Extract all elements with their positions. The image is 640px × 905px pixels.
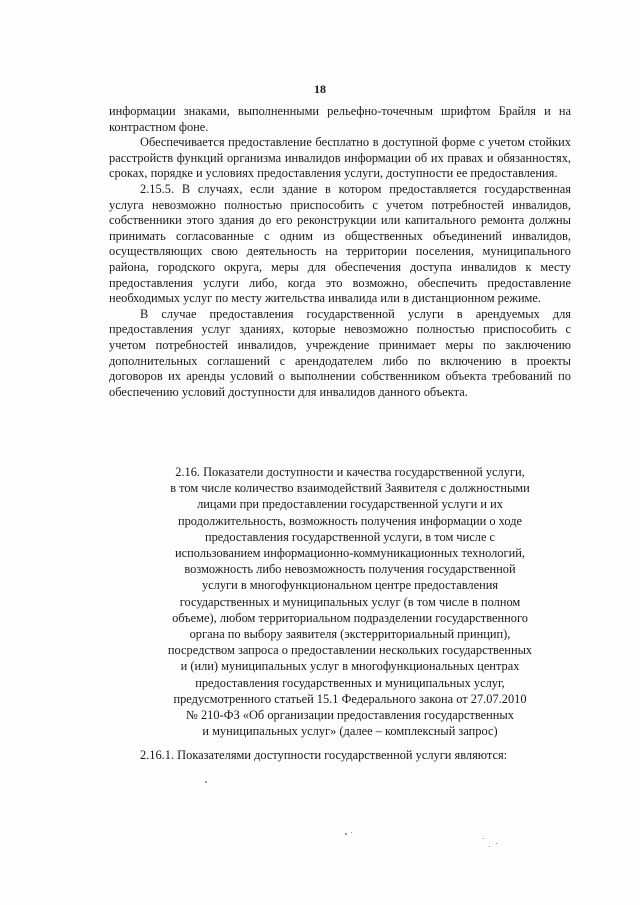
scan-speck [205, 781, 207, 783]
scan-speck [496, 843, 497, 844]
heading-line: государственных и муниципальных услуг (в том числе в полном [179, 594, 521, 609]
page-number: 18 [314, 82, 326, 96]
subitem-text: 2.16.1. Показателями доступности государственной услуги являются: [140, 748, 508, 762]
heading-line: возможность либо невозможность получения государственной [184, 562, 516, 577]
heading-line: в том числе количество взаимодействий Заявителя с должностными [170, 481, 530, 496]
document-body [109, 104, 571, 400]
heading-line: и (или) муниципальных услуг в многофункциональных центрах [180, 659, 520, 674]
heading-line: 2.16. Показатели доступности и качества государственной услуги, [175, 465, 525, 479]
heading-line: объеме), любом территориальном подразделении государственного [172, 610, 528, 625]
paragraph-2-15-5: 2.15.5. В случаях, если здание в котором предоставляется государственная услуга невозможно полностью приспособить с учетом потребностей инвалидов, собственники этого здания до его реконструкции или капитального ремонта должны принимать согласованные с одним из общественных объединений инвалидов, осуществляющих свою деятельность на территории поселения, муниципального района, городского округа, меры для обеспечения доступа инвалидов к месту предоставления услуги либо, когда это возможно, обеспечить предоставление необходимых услуг по месту жительства инвалида или в дистанционном режиме. [109, 181, 571, 306]
heading-line: использованием информационно-коммуникационных технологий, [175, 546, 525, 561]
scan-speck [483, 838, 484, 839]
heading-line: предоставления государственной услуги, в том числе с [204, 529, 496, 544]
heading-line: предоставления государственных и муниципальных услуг, [195, 675, 505, 690]
heading-line: органа по выбору заявителя (экстерриториальный принцип), [189, 627, 511, 642]
paragraph-free-information: Обеспечивается предоставление бесплатно в доступной форме с учетом стойких расстройств функций организма инвалидов информации об их правах и обязанностях, сроках, порядке и условиях предоставления услуги, доступности ее предоставления. [109, 135, 571, 181]
subitem-2-16-1 [140, 747, 580, 763]
heading-line: продолжительность, возможность получения информации о ходе [177, 513, 522, 528]
section-heading-2-16 [135, 464, 565, 739]
scan-speck [345, 833, 347, 835]
heading-line: № 210-ФЗ «Об организации предоставления государственных [186, 708, 514, 723]
scan-speck [351, 832, 352, 833]
heading-line: предусмотренного статьей 15.1 Федерального закона от 27.07.2010 [173, 691, 527, 706]
heading-line: лицами при предоставлении государственной услуги и их [197, 497, 503, 512]
heading-line: услуги в многофункциональном центре предоставления [201, 578, 499, 593]
paragraph-rented-buildings: В случае предоставления государственной услуги в арендуемых для предоставления услуг зданиях, которые невозможно полностью приспособить с учетом потребностей инвалидов, учреждение принимает меры по заключению дополнительных соглашений с арендодателем либо по включению в проекты договоров их аренды условий о выполнении собственником объекта требований по обеспечению условий доступности для инвалидов данного объекта. [109, 306, 571, 399]
scan-speck [489, 846, 490, 847]
heading-line: посредством запроса о предоставлении нескольких государственных [167, 643, 533, 658]
paragraph-braille-continuation: информации знаками, выполненными рельефно-точечным шрифтом Брайля и на контрастном фоне. [109, 104, 571, 134]
heading-line: и муниципальных услуг» (далее – комплексный запрос) [202, 724, 498, 739]
